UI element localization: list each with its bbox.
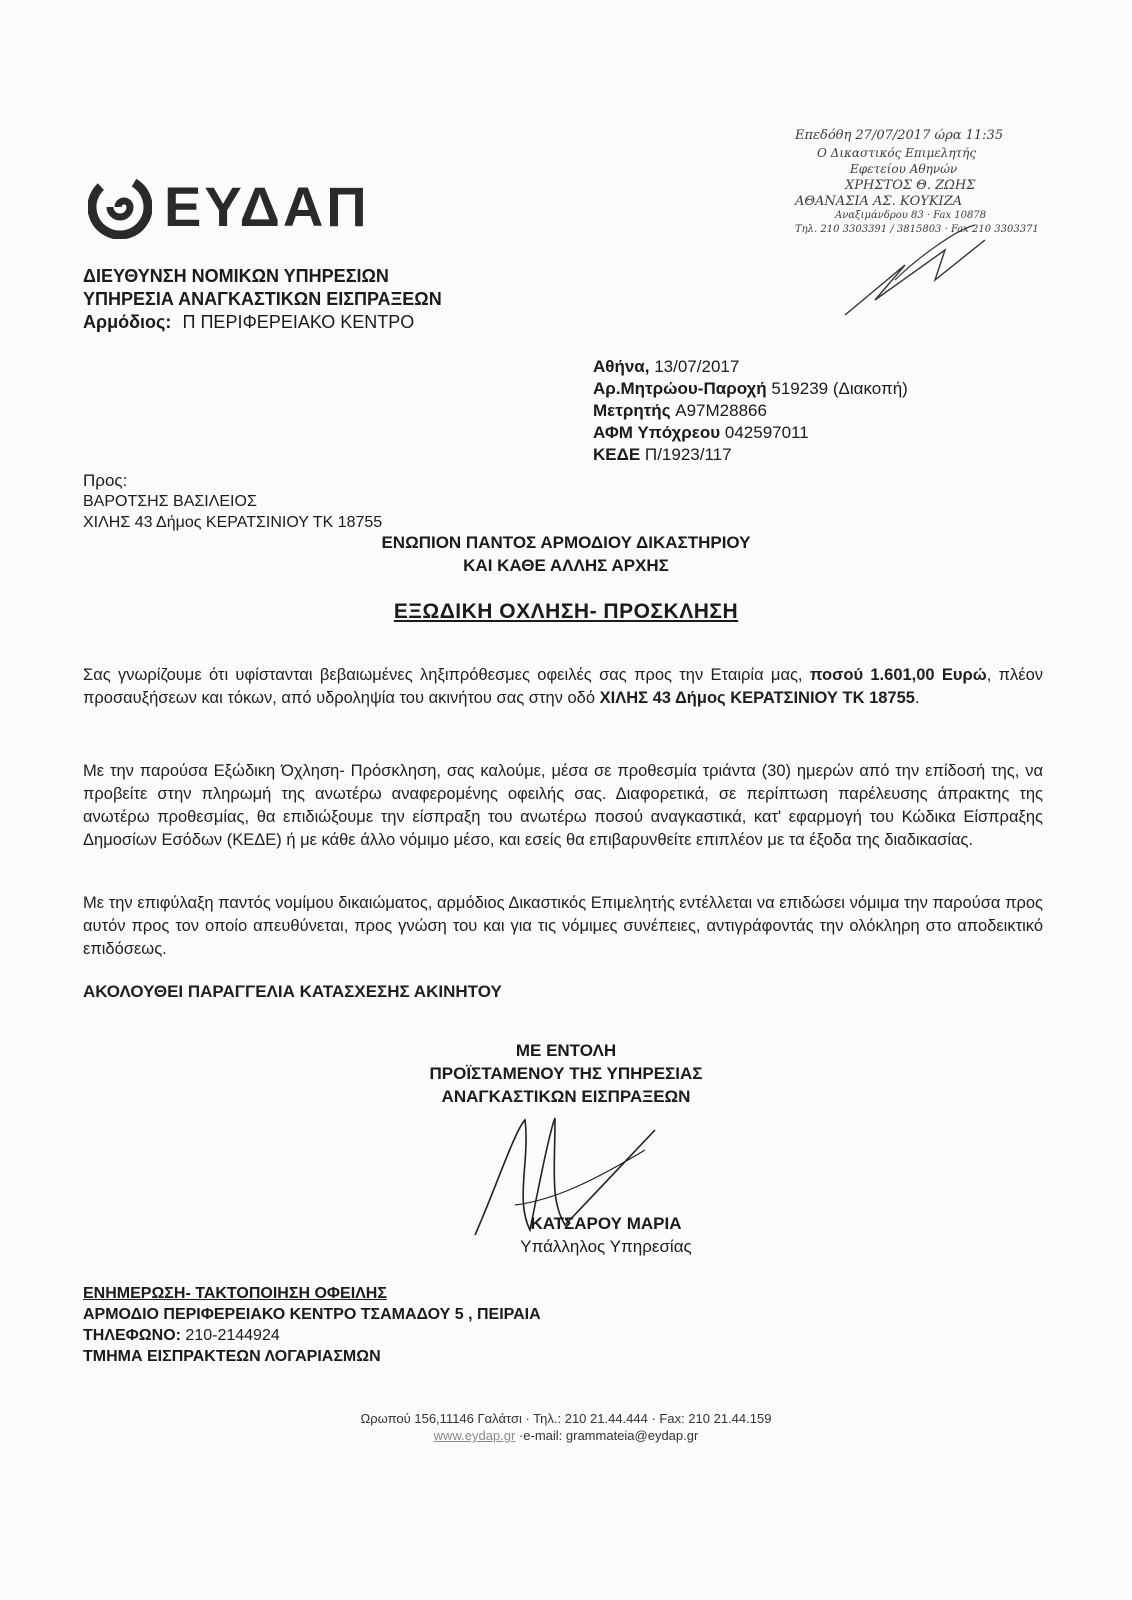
recipient-address: ΧΙΛΗΣ 43 Δήμος ΚΕΡΑΤΣΙΝΙΟΥ ΤΚ 18755 <box>83 514 383 531</box>
stamp-line: Επεδόθη 27/07/2017 ώρα 11:35 <box>795 128 1004 143</box>
kede-label: ΚΕΔΕ <box>593 445 641 464</box>
sig-line-2: ΠΡΟΪΣΤΑΜΕΝΟΥ ΤΗΣ ΥΠΗΡΕΣΙΑΣ <box>429 1064 703 1083</box>
p1-text-a: Σας γνωρίζουμε ότι υφίστανται βεβαιωμένες ληξιπρόθεσμες οφειλές σας προς την Εταιρία μας, <box>83 666 810 684</box>
eydap-swirl-icon <box>88 175 152 239</box>
phone-value: 210-2144924 <box>185 1327 280 1344</box>
afm-value: 042597011 <box>724 423 809 442</box>
bailiff-stamp <box>795 110 1085 320</box>
responsible-line <box>83 311 414 334</box>
stamp-line: Ο Δικαστικός Επιμελητής <box>817 146 977 160</box>
paragraph-1 <box>83 664 1043 710</box>
sig-line-3: ΑΝΑΓΚΑΣΤΙΚΩΝ ΕΙΣΠΡΑΞΕΩΝ <box>441 1087 691 1106</box>
info-phone <box>83 1325 280 1346</box>
footer-contacts <box>0 1427 1132 1444</box>
kede-line <box>593 444 732 466</box>
responsible-value: Π ΠΕΡΙΦΕΡΕΙΑΚΟ ΚΕΝΤΡΟ <box>182 312 415 332</box>
footer-address: Ωρωπού 156,11146 Γαλάτσι · Τηλ.: 210 21.44.444 · Fax: 210 21.44.159 <box>360 1411 772 1426</box>
stamp-line: Εφετείου Αθηνών <box>850 162 958 176</box>
dept-line-2: ΥΠΗΡΕΣΙΑ ΑΝΑΓΚΑΣΤΙΚΩΝ ΕΙΣΠΡΑΞΕΩΝ <box>83 289 442 309</box>
paragraph-2: Με την παρούσα Εξώδικη Όχληση- Πρόσκληση, σας καλούμε, μέσα σε προθεσμία τριάντα (30) ημερών από την επίδοσή της, να προβείτε στην πληρωμή της ανωτέρω αναφερομένης οφειλής σας. Διαφορετικά, σε περίπτωση παρέλευσης άπρακτης της ανωτέρω προθεσμίας, θα επιδιώξουμε την είσπραξη του ανωτέρω ποσού αναγκαστικά, κατ' εφαρμογή του Κώδικα Είσπραξης Δημοσίων Εσόδων (ΚΕΔΕ) ή με κάθε άλλο νόμιμο μέσο, και εσείς θα επιβαρυνθείτε επιπλέον με τα έξοδα της διαδικασίας. <box>83 762 1043 849</box>
meter-line <box>593 400 767 422</box>
dept-line-1: ΔΙΕΥΘΥΝΣΗ ΝΟΜΙΚΩΝ ΥΠΗΡΕΣΙΩΝ <box>83 266 389 286</box>
info-heading: ΕΝΗΜΕΡΩΣΗ- ΤΑΚΤΟΠΟΙΗΣΗ ΟΦΕΙΛΗΣ <box>83 1285 387 1302</box>
registry-line <box>593 378 908 400</box>
stamp-line: ΧΡΗΣΤΟΣ Θ. ΖΩΗΣ <box>845 178 976 193</box>
signatory-name: ΚΑΤΣΑΡΟΥ ΜΑΡΙΑ <box>530 1214 682 1233</box>
registry-label: Αρ.Μητρώου-Παροχή <box>593 379 767 398</box>
afm-line <box>593 422 809 444</box>
registry-value: 519239 (Διακοπή) <box>771 379 908 398</box>
responsible-label: Αρμόδιος: <box>83 312 172 332</box>
date-line <box>593 356 739 378</box>
afm-label: ΑΦΜ Υπόχρεου <box>593 423 721 442</box>
p1-amount: ποσού 1.601,00 Ευρώ <box>809 666 987 684</box>
stamp-line: Τηλ. 210 3303391 / 3815803 · Fax 210 3303371 <box>795 224 1039 235</box>
document-title: ΕΞΩΔΙΚΗ ΟΧΛΗΣΗ- ΠΡΟΣΚΛΗΣΗ <box>393 600 739 623</box>
before-line-1: ΕΝΩΠΙΟΝ ΠΑΝΤΟΣ ΑΡΜΟΔΙΟΥ ΔΙΚΑΣΤΗΡΙΟΥ <box>381 533 751 552</box>
meter-value: A97M28866 <box>675 401 767 420</box>
eydap-logo <box>88 172 370 242</box>
date-value: 13/07/2017 <box>654 357 740 376</box>
p1-text-e: . <box>914 689 920 707</box>
footer-email: ·e-mail: grammateia@eydap.gr <box>515 1428 699 1443</box>
phone-label: ΤΗΛΕΦΩΝΟ: <box>83 1327 181 1344</box>
info-dept: ΤΜΗΜΑ ΕΙΣΠΡΑΚΤΕΩΝ ΛΟΓΑΡΙΑΣΜΩΝ <box>83 1348 381 1365</box>
signatory-role: Υπάλληλος Υπηρεσίας <box>520 1237 692 1256</box>
kede-value: Π/1923/117 <box>644 445 732 464</box>
recipient-name: ΒΑΡΟΤΣΗΣ ΒΑΣΙΛΕΙΟΣ <box>83 493 257 510</box>
city-label: Αθήνα, <box>593 357 650 376</box>
sig-line-1: ΜΕ ΕΝΤΟΛΗ <box>515 1041 617 1060</box>
logo-wordmark: ΕΥΔΑΠ <box>164 175 370 238</box>
p1-text-c: , πλέον προσαυξήσεων και τόκων, από υδροληψία του ακινήτου σας στην οδό <box>83 666 1044 707</box>
paragraph-3: Με την επιφύλαξη παντός νομίμου δικαιώματος, αρμόδιος Δικαστικός Επιμελητής εντέλλεται να επιδώσει νόμιμα την παρούσα προς αυτόν προς τον οποίο απευθύνεται, προς γνώση του και για τις νόμιμες συνέπειες, αντιγράφοντάς την ολόκληρη στο αποδεικτικό επιδόσεως. <box>83 894 1043 958</box>
stamp-line: Αναξιμάνδρου 83 · Fax 10878 <box>835 210 987 221</box>
stamp-signature <box>835 220 995 320</box>
paragraph-4: ΑΚΟΛΟΥΘΕΙ ΠΑΡΑΓΓΕΛΙΑ ΚΑΤΑΣΧΕΣΗΣ ΑΚΙΝΗΤΟΥ <box>83 982 502 1001</box>
recipient-label: Προς: <box>83 471 128 490</box>
info-center: ΑΡΜΟΔΙΟ ΠΕΡΙΦΕΡΕΙΑΚΟ ΚΕΝΤΡΟ ΤΣΑΜΑΔΟΥ 5 , ΠΕΙΡΑΙΑ <box>83 1306 541 1323</box>
p1-address: ΧΙΛΗΣ 43 Δήμος ΚΕΡΑΤΣΙΝΙΟΥ ΤΚ 18755 <box>599 689 915 707</box>
stamp-line: ΑΘΑΝΑΣΙΑ ΑΣ. ΚΟΥΚΙΖΑ <box>795 194 963 209</box>
website-link[interactable]: www.eydap.gr <box>433 1428 516 1443</box>
meter-label: Μετρητής <box>593 401 671 420</box>
before-line-2: ΚΑΙ ΚΑΘΕ ΑΛΛΗΣ ΑΡΧΗΣ <box>463 556 669 575</box>
